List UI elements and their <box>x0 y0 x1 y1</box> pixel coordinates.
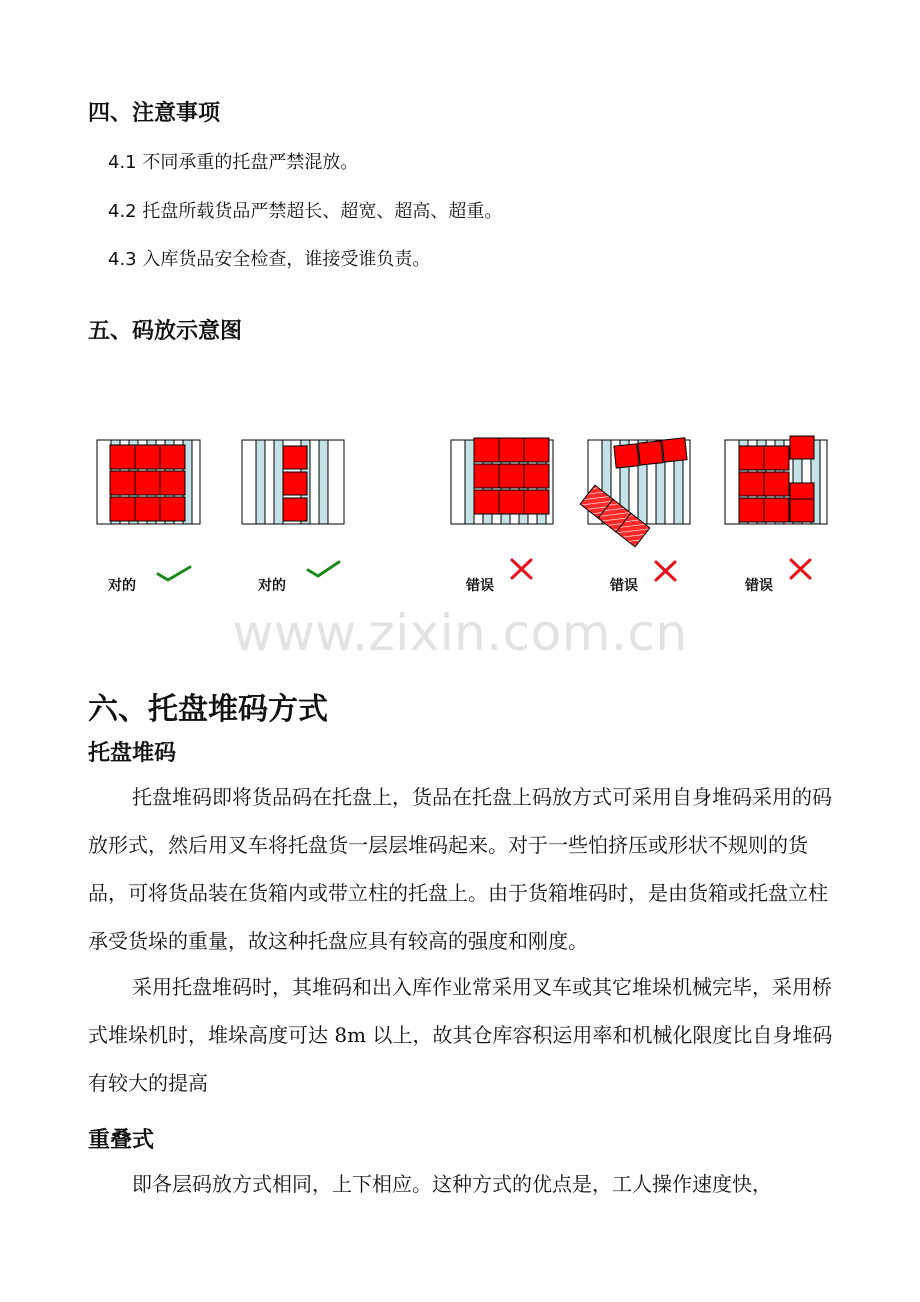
caption-example-2: 对的 <box>258 578 286 594</box>
note-item-4-2: 4.2 托盘所载货品严禁超长、超宽、超高、超重。 <box>108 201 503 222</box>
caption-example-4: 错误 <box>610 578 638 594</box>
check-icon <box>308 562 339 576</box>
pallet-example-1 <box>97 440 200 524</box>
subheading-overlapping: 重叠式 <box>88 1128 155 1153</box>
note-item-4-3: 4.3 入库货品安全检查，谁接受谁负责。 <box>108 249 431 270</box>
cross-icon <box>791 560 810 578</box>
stacking-diagram <box>0 400 920 610</box>
caption-example-3: 错误 <box>466 578 494 594</box>
watermark: www.zixin.com.cn <box>232 604 688 662</box>
cross-icon <box>656 562 675 580</box>
paragraph-stacking-machinery: 采用托盘堆码时，其堆码和出入库作业常采用叉车或其它堆垛机械完毕，采用桥式堆垛机时，堆垛高度可达 8m 以上，故其仓库容积运用率和机械化限度比自身堆码有较大的提高 <box>88 975 833 1095</box>
pallet-example-5 <box>725 436 827 524</box>
pallet-example-4 <box>580 438 690 547</box>
check-icon <box>158 567 190 580</box>
cross-icon <box>512 560 531 578</box>
paragraph-overlapping: 即各层码放方式相同，上下相应。这种方式的优点是，工人操作速度快， <box>132 1172 772 1196</box>
pallet-example-2 <box>242 440 344 524</box>
section-4-heading: 四、注意事项 <box>88 101 221 126</box>
section-5-heading: 五、码放示意图 <box>88 319 243 344</box>
subheading-pallet-stacking: 托盘堆码 <box>88 741 177 766</box>
pallet-example-3 <box>451 438 553 524</box>
caption-example-5: 错误 <box>745 578 773 594</box>
note-item-4-1: 4.1 不同承重的托盘严禁混放。 <box>108 152 359 173</box>
caption-example-1: 对的 <box>108 578 136 594</box>
paragraph-pallet-stacking: 托盘堆码即将货品码在托盘上，货品在托盘上码放方式可采用自身堆码采用的码放形式，然后用叉车将托盘货一层层堆码起来。对于一些怕挤压或形状不规则的货品，可将货品装在货箱内或带立柱的托盘上。由于货箱堆码时，是由货箱或托盘立柱承受货垛的重量，故这种托盘应具有较高的强度和刚度。 <box>88 785 832 953</box>
section-6-heading: 六、托盘堆码方式 <box>88 692 328 727</box>
